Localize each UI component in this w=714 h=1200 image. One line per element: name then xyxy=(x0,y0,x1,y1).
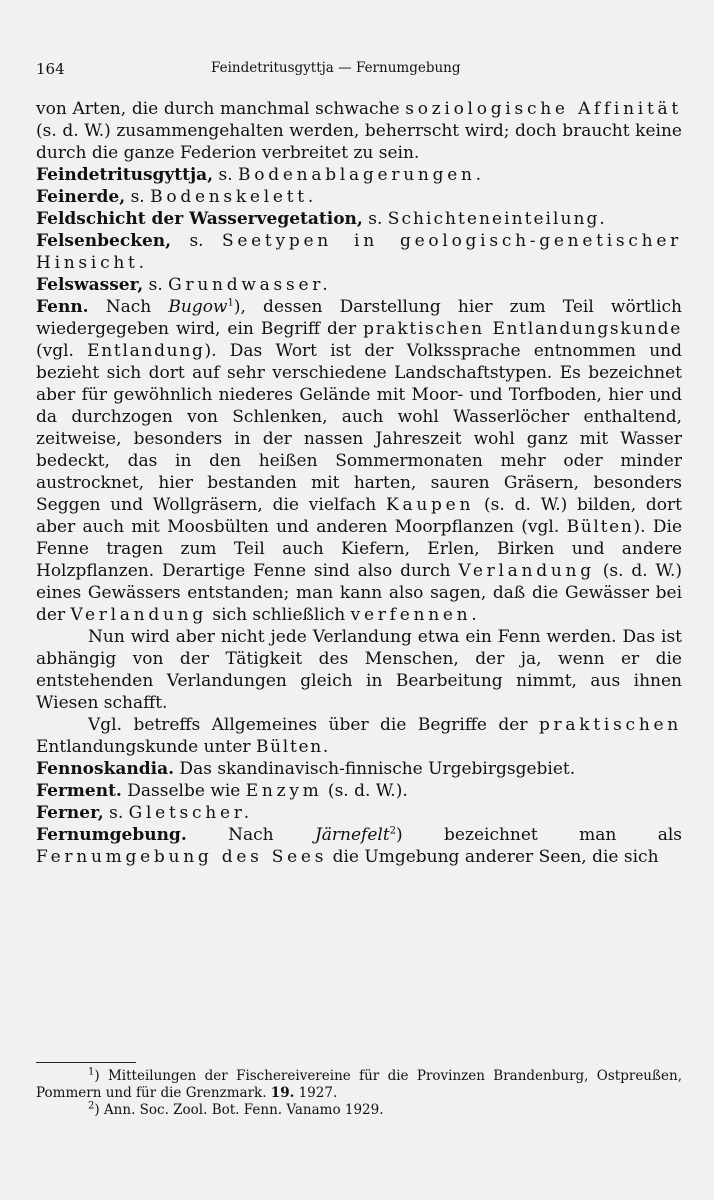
entry-feindetritusgyttja: Feindetritusgyttja, s. Bodenablagerungen. xyxy=(36,165,485,185)
page-body xyxy=(36,98,682,868)
entry-heading: Felswasser, xyxy=(36,275,144,295)
entry-heading: Fenn. xyxy=(36,297,89,317)
entry-heading: Ferment. xyxy=(36,781,122,801)
footnote-rule xyxy=(36,1062,136,1063)
cross-reference: Enzym xyxy=(245,781,323,801)
cross-reference: Seetypen in geologisch-genetischer Hinsicht. xyxy=(36,231,682,273)
running-title: Feindetritusgyttja — Fernumgebung xyxy=(211,60,461,76)
entry-feldschicht: Feldschicht der Wasservegetation, s. Schichteneinteilung. xyxy=(36,209,607,229)
entry-heading: Feindetritusgyttja, xyxy=(36,165,214,185)
cross-reference: Grundwasser. xyxy=(168,275,332,295)
footnotes xyxy=(36,1068,682,1119)
paragraph-nun: Nun wird aber nicht jede Verlandung etwa ein Fenn werden. Das ist abhängig von der Tätigkeit des Menschen, der ja, wenn er die entstehenden Verlandungen gleich in Bearbeitung nimmt, aus ihnen Wiesen schafft. xyxy=(36,627,682,713)
footnote-1: $^1$) Mitteilungen der Fischereivereine für die Provinzen Brandenburg, Ostpreußen, Pommern und für die Grenzmark. 19. 1927. xyxy=(36,1066,682,1101)
cross-reference: Bodenablagerungen. xyxy=(238,165,485,185)
page-header xyxy=(36,60,678,84)
entry-heading: Feinerde, xyxy=(36,187,126,207)
entry-felswasser: Felswasser, s. Grundwasser. xyxy=(36,275,332,295)
entry-fenn: Fenn. Nach Bugow$^1$), dessen Darstellung hier zum Teil wörtlich wiedergegeben wird, ein Begriff der praktischen Entlandungskunde (vgl. Entlandung). Das Wort ist der Volkssprache entnommen und bezieht sich dort auf sehr verschiedene Landschaftstypen. Es bezeichnet aber für gewöhnlich niederes Gelände mit Moor- und Torfboden, hier und da durchzogen von Schlenken, auch wohl Wasserlöcher enthaltend, zeitweise, besonders in der nassen Jahreszeit wohl ganz mit Wasser bedeckt, das in den heißen Sommermonaten mehr oder minder austrocknet, hier bestanden mit harten, sauren Gräsern, besonders Seggen und Wollgräsern, die vielfach Kaupen (s. d. W.) bilden, dort aber auch mit Moosbülten und anderen Moorpflanzen (vgl. Bülten). Die Fenne tragen zum Teil auch Kiefern, Erlen, Birken und andere Holzpflanzen. Derartige Fenne sind also durch Verlandung (s. d. W.) eines Gewässers entstanden; man kann also sagen, daß die Gewässer bei der Verlandung sich schließlich verfennen. xyxy=(36,297,683,625)
author-name: Järnefelt xyxy=(314,825,390,845)
entry-heading: Fennoskandia. xyxy=(36,759,175,779)
entry-ferner: Ferner, s. Gletscher. xyxy=(36,803,253,823)
footnote-2: $^2$) Ann. Soc. Zool. Bot. Fenn. Vanamo 1929. xyxy=(88,1100,384,1118)
author-name: Bugow xyxy=(168,297,228,317)
paragraph-vgl: Vgl. betreffs Allgemeines über die Begriffe der praktischen Entlandungskunde unter Bülten. xyxy=(36,715,682,757)
cross-reference: Schichteneinteilung. xyxy=(387,209,607,229)
cross-reference: Gletscher. xyxy=(128,803,253,823)
entry-heading: Ferner, xyxy=(36,803,104,823)
entry-heading: Feldschicht der Wasservegetation, xyxy=(36,209,363,229)
entry-heading: Fernumgebung. xyxy=(36,825,187,845)
entry-fennoskandia: Fennoskandia. Das skandinavisch-finnische Urgebirgsgebiet. xyxy=(36,759,576,779)
entry-heading: Felsenbecken, xyxy=(36,231,172,251)
footnote-ref: 2 xyxy=(389,825,397,837)
cross-reference: Bodenskelett. xyxy=(150,187,317,207)
entry-felsenbecken: Felsenbecken, s. Seetypen in geologisch-genetischer Hinsicht. xyxy=(36,231,682,273)
page-number: 164 xyxy=(36,60,65,78)
entry-fernumgebung: Fernumgebung. Nach Järnefelt$^2$) bezeichnet man als Fernumgebung des Sees die Umgebung anderer Seen, die sich xyxy=(36,825,682,867)
entry-feinerde: Feinerde, s. Bodenskelett. xyxy=(36,187,317,207)
entry-ferment: Ferment. Dasselbe wie Enzym (s. d. W.). xyxy=(36,781,408,801)
footnote-ref: 1 xyxy=(227,297,234,309)
continuation-paragraph: von Arten, die durch manchmal schwache soziologische Affinität (s. d. W.) zusammengehalten werden, beherrscht wird; doch braucht keine durch die ganze Federion verbreitet zu sein. xyxy=(36,99,682,163)
